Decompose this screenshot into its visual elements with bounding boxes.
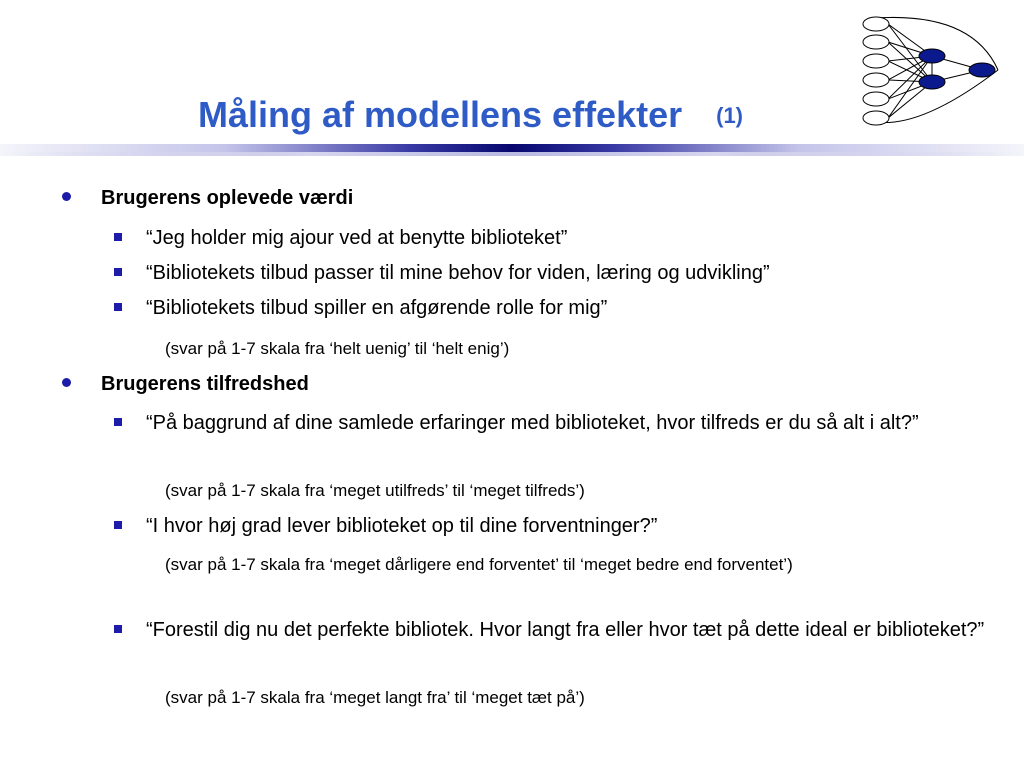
list-item: “I hvor høj grad lever biblioteket op til dine forventninger?” <box>146 515 658 537</box>
list-item: “På baggrund af dine samlede erfaringer med biblioteket, hvor tilfreds er du så alt i alt?” <box>146 412 919 434</box>
section-heading: Brugerens oplevede værdi <box>101 187 354 209</box>
neural-network-icon <box>852 10 1002 130</box>
bullet-square <box>114 625 122 633</box>
bullet-square <box>114 233 122 241</box>
bullet-dot <box>62 378 71 387</box>
input-node <box>863 17 889 31</box>
input-node <box>863 35 889 49</box>
network-connections <box>888 24 982 118</box>
list-item: “Bibliotekets tilbud spiller en afgørende rolle for mig” <box>146 297 608 319</box>
slide-title <box>198 94 743 136</box>
bullet-square <box>114 418 122 426</box>
bullet-square <box>114 268 122 276</box>
bullet-square <box>114 303 122 311</box>
slide-title-text: Måling af modellens effekter <box>198 94 683 135</box>
input-node <box>863 111 889 125</box>
scale-note: (svar på 1-7 skala fra ‘meget dårligere end forventet’ til ‘meget bedre end forventet’) <box>165 555 793 574</box>
input-node <box>863 92 889 106</box>
bullet-dot <box>62 192 71 201</box>
hidden-node <box>919 49 945 63</box>
scale-note: (svar på 1-7 skala fra ‘helt uenig’ til ‘helt enig’) <box>165 339 510 358</box>
list-item: “Bibliotekets tilbud passer til mine behov for viden, læring og udvikling” <box>146 262 770 284</box>
hidden-node <box>919 75 945 89</box>
scale-note: (svar på 1-7 skala fra ‘meget langt fra’ til ‘meget tæt på’) <box>165 688 585 707</box>
scale-note: (svar på 1-7 skala fra ‘meget utilfreds’ til ‘meget tilfreds’) <box>165 481 585 500</box>
title-divider <box>0 144 1024 156</box>
list-item: “Jeg holder mig ajour ved at benytte biblioteket” <box>146 227 568 249</box>
input-node <box>863 54 889 68</box>
section-heading: Brugerens tilfredshed <box>101 373 309 395</box>
slide-title-suffix: (1) <box>716 103 744 128</box>
list-item: “Forestil dig nu det perfekte bibliotek. Hvor langt fra eller hvor tæt på dette ideal er biblioteket?” <box>146 619 985 641</box>
bullet-square <box>114 521 122 529</box>
output-node <box>969 63 995 77</box>
input-node <box>863 73 889 87</box>
